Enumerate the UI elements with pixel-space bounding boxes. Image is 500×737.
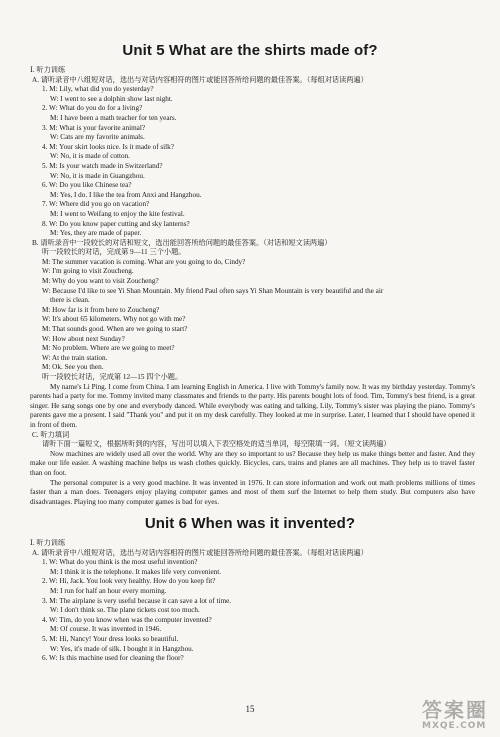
dialogue-line: M: How far is it from here to Zoucheng? bbox=[42, 305, 160, 314]
watermark-small-text: MXQE.COM bbox=[422, 721, 487, 731]
unit5-title: Unit 5 What are the shirts made of? bbox=[122, 42, 378, 59]
unit6-section-i: Ⅰ. 听力训练 bbox=[30, 539, 66, 547]
unit6-content bbox=[30, 539, 475, 664]
dialogue-line: M: No problem. Where are we going to meet? bbox=[42, 344, 175, 353]
dialogue-line: M: That sounds good. When are we going to start? bbox=[42, 325, 188, 334]
unit5-part-b-dialogue bbox=[30, 258, 475, 373]
dialogue-line: M: I think it is the telephone. It makes life very convenient. bbox=[50, 567, 222, 576]
dialogue-line: 3. M: What is your favorite animal? bbox=[42, 123, 146, 132]
dialogue-line: 6. W: Is this machine used for cleaning the floor? bbox=[42, 654, 184, 663]
dialogue-line: 3. M: The airplane is very useful because it can save a lot of time. bbox=[42, 596, 232, 605]
dialogue-line: 5. M: Is your watch made in Switzerland? bbox=[42, 161, 163, 170]
dialogue-line: 4. M: Your skirt looks nice. Is it made of silk? bbox=[42, 142, 174, 151]
unit5-part-c-passage2: The personal computer is a very good machine. It was invented in 1976. It can store information and work out math problems millions of times faster than a man does. Teenagers enjoy playing computer games and most of them surf the Internet to help them study. But computers also have disadvantages. Playing too many computer games is bad for eyes. bbox=[30, 478, 475, 506]
unit5-content bbox=[30, 66, 475, 507]
dialogue-line: W: I went to see a dolphin show last night. bbox=[50, 94, 173, 103]
dialogue-line: there is clean. bbox=[50, 296, 90, 305]
unit5-section-i: Ⅰ. 听力训练 bbox=[30, 66, 66, 74]
unit5-part-b-intro2: 听一段较长对话，完成第 12—15 四个小题。 bbox=[42, 373, 183, 381]
dialogue-line: 2. W: What do you do for a living? bbox=[42, 104, 143, 113]
dialogue-line: W: It's about 65 kilometers. Why not go with me? bbox=[42, 315, 186, 324]
dialogue-line: M: Why do you want to visit Zoucheng? bbox=[42, 277, 159, 286]
unit5-part-a-dialogues bbox=[30, 85, 475, 239]
unit5-part-b-intro1: 听一段较长的对话，完成第 9—11 三个小题。 bbox=[42, 248, 186, 257]
dialogue-line: W: I'm going to visit Zoucheng. bbox=[42, 267, 134, 276]
dialogue-line: 1. M: Lily, what did you do yesterday? bbox=[42, 85, 154, 94]
watermark-logo bbox=[422, 699, 494, 733]
unit5-part-a-heading: A. 请听录音中八组短对话，选出与对话内容相符的图片或能回答所给问题的最佳答案。（每组对话读两遍） bbox=[32, 75, 368, 84]
dialogue-line: W: How about next Sunday? bbox=[42, 334, 125, 343]
unit5-part-b-passage: My name's Li Ping. I come from China. I am learning English in America. I live with Tommy's family now. It was my birthday yesterday. Tommy's parents had a party for me. Tommy invited many classmates and friends to the party. His parents bought lots of food. Tim, Tommy's best friend, is a great singer. He sang songs one by one and everybody danced. While everybody was eating and talking, Lily, Tommy's sister was playing the piano. Tommy's parents gave me a present. I said "Thank you" and put it on my desk carefully. They looked at me in surprise. Later, I learned that I should have opened it in front of them. bbox=[30, 382, 475, 429]
dialogue-line: 8. W: Do you know paper cutting and sky lanterns? bbox=[42, 219, 190, 228]
dialogue-line: M: Ok. See you then. bbox=[42, 363, 104, 372]
dialogue-line: M: I have been a math teacher for ten years. bbox=[50, 113, 177, 122]
dialogue-line: W: Cats are my favorite animals. bbox=[50, 133, 145, 142]
dialogue-line: M: The summer vacation is coming. What are you going to do, Cindy? bbox=[42, 257, 246, 266]
dialogue-line: 5. M: Hi, Nancy! Your dress looks so beautiful. bbox=[42, 634, 179, 643]
dialogue-line: W: At the train station. bbox=[42, 353, 108, 362]
dialogue-line: W: No, it is made in Guangzhou. bbox=[50, 171, 145, 180]
unit6-part-a-heading: A. 请听录音中八组短对话，选出与对话内容相符的图片或能回答所给问题的最佳答案。（每组对话读两遍） bbox=[32, 548, 368, 557]
dialogue-line: M: Yes, I do. I like the tea from Anxi and Hangzhou. bbox=[50, 190, 202, 199]
dialogue-line: 7. W: Where did you go on vacation? bbox=[42, 200, 150, 209]
unit5-part-c-passage: Now machines are widely used all over the world. Why are they so important to us? Because they help us make things better and faster. And they make our life easier. A washing machine helps us wash clothes quickly. Bicycles, cars, trains and planes are all machines. They help us to travel faster than on foot. bbox=[30, 449, 475, 477]
dialogue-line: M: Yes, they are made of paper. bbox=[50, 229, 142, 238]
dialogue-line: M: I went to Weifang to enjoy the kite festival. bbox=[50, 209, 185, 218]
unit6-part-a-dialogues bbox=[30, 558, 475, 664]
dialogue-line: 6. W: Do you like Chinese tea? bbox=[42, 181, 132, 190]
dialogue-line: W: I don't think so. The plane tickets cost too much. bbox=[50, 606, 200, 615]
dialogue-line: 2. W: Hi, Jack. You look very healthy. How do you keep fit? bbox=[42, 577, 216, 586]
dialogue-line: 1. W: What do you think is the most useful invention? bbox=[42, 558, 198, 567]
unit5-part-c-instruction: 请听下面一篇短文，根据所听到的内容，写出可以填入下表空格处的适当单词，每空限填一词。（短文读两遍） bbox=[42, 440, 391, 449]
dialogue-line: M: Of course. It was invented in 1946. bbox=[50, 625, 162, 634]
dialogue-line: W: Because I'd like to see Yi Shan Mountain. My friend Paul often says Yi Shan Mountain is very beautiful and the air bbox=[42, 286, 384, 295]
unit5-part-c-heading: C. 听力填词 bbox=[32, 430, 70, 439]
unit5-part-b-heading: B. 请听录音中一段较长的对话和短文，选出能回答所给问题的最佳答案。（对话和短文读两遍） bbox=[32, 238, 332, 247]
unit6-title: Unit 6 When was it invented? bbox=[144, 515, 356, 532]
dialogue-line: M: I run for half an hour every morning. bbox=[50, 586, 167, 595]
dialogue-line: W: No, it is made of cotton. bbox=[50, 152, 130, 161]
dialogue-line: W: Yes, it's made of silk. I bought it in Hangzhou. bbox=[50, 644, 194, 653]
page-number: 15 bbox=[245, 704, 255, 714]
watermark-big-text: 答案圈 bbox=[422, 698, 488, 722]
dialogue-line: 4. W: Tim, do you know when was the computer invented? bbox=[42, 615, 212, 624]
